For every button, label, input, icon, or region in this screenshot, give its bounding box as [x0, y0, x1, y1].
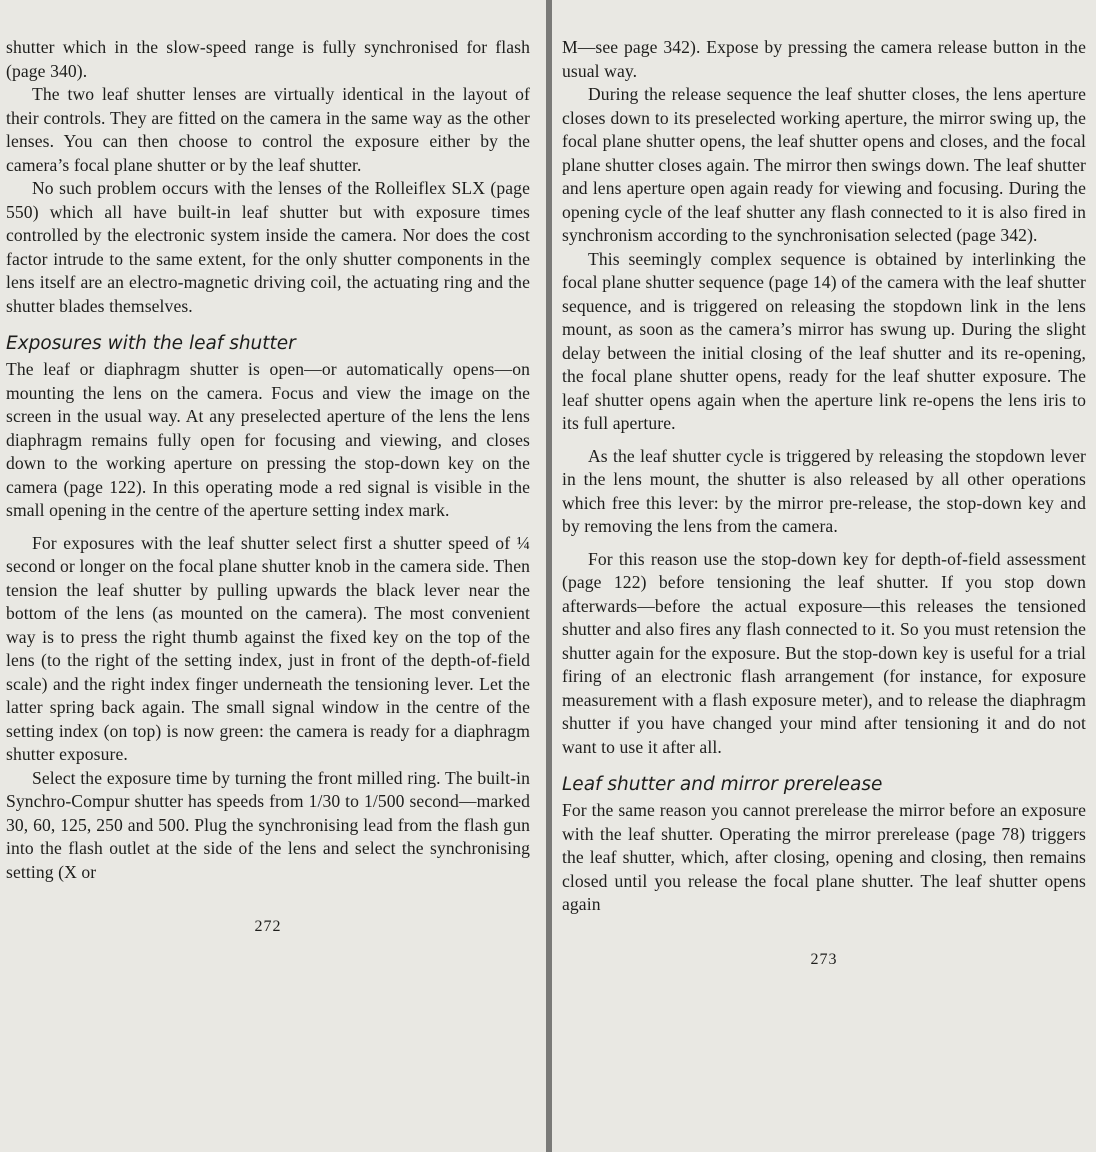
paragraph: For this reason use the stop-down key for depth-of-field assessment (page 122) before tensioning the leaf shutter. If you stop down afterwards—before the actual exposure—this releases the tensioned shutter and also fires any flash connected to it. So you must retension the shutter again for the exposure. But the stop-down key is useful for a trial firing of an electronic flash arrangement (for instance, for exposure measurement with a flash exposure meter), and to release the diaphragm shutter if you have changed your mind after tensioning it and do not want to use it after all.	[562, 548, 1086, 757]
paragraph: Select the exposure time by turning the front milled ring. The built-in Synchro-Compur shutter has speeds from 1/30 to 1/500 second—marked 30, 60, 125, 250 and 500. Plug the synchronising lead from the flash gun into the flash outlet at the side of the lens and select the synchronising setting (X or	[6, 767, 530, 882]
paragraph: shutter which in the slow-speed range is fully synchronised for flash (page 340).	[6, 37, 530, 81]
paragraph: For the same reason you cannot prerelease the mirror before an exposure with the leaf shutter. Operating the mirror prerelease (page 78) triggers the leaf shutter, which, after closing, opening and closing, then remains closed until you release the focal plane shutter. The leaf shutter opens again	[562, 800, 1086, 914]
paragraph: As the leaf shutter cycle is triggered by releasing the stopdown lever in the lens mount, the shutter is also released by all other operations which free this lever: by the mirror pre-release, the stop-down key and by removing the lens from the camera.	[562, 445, 1086, 536]
page-number: 272	[254, 918, 282, 935]
paragraph: The two leaf shutter lenses are virtually identical in the layout of their controls. They are fitted on the camera in the same way as the other lenses. You can then choose to control the exposure either by the camera’s focal plane shutter or by the leaf shutter.	[6, 84, 530, 175]
paragraph: M—see page 342). Expose by pressing the camera release button in the usual way.	[562, 37, 1086, 81]
right-page	[552, 0, 1096, 1152]
left-page	[0, 0, 546, 1152]
paragraph: During the release sequence the leaf shutter closes, the lens aperture closes down to its preselected working aperture, the mirror swing up, the focal plane shutter opens, the leaf shutter opens and closes, and the focal plane shutter closes again. The mirror then swings down. The leaf shutter and lens aperture open again ready for viewing and focusing. During the opening cycle of the leaf shutter any flash connected to it is also fired in synchronism according to the synchronisation selected (page 342).	[562, 84, 1086, 245]
paragraph: No such problem occurs with the lenses of the Rolleiflex SLX (page 550) which all have built-in leaf shutter but with exposure times controlled by the electronic system inside the camera. Nor does the cost factor intrude to the same extent, for the only shutter components in the lens itself are an electro-magnetic driving coil, the actuating ring and the shutter blades themselves.	[6, 178, 530, 316]
paragraph: For exposures with the leaf shutter select first a shutter speed of ¼ second or longer on the focal plane shutter knob in the camera side. Then tension the leaf shutter by pulling upwards the black lever near the bottom of the lens (as mounted on the camera). The most convenient way is to press the right thumb against the fixed key on the top of the lens (to the right of the setting index, just in front of the depth-of-field scale) and the right index finger underneath the tensioning lever. Let the latter spring back again. The small signal window in the centre of the setting index (on top) is now green: the camera is ready for a diaphragm shutter exposure.	[6, 532, 530, 764]
paragraph: The leaf or diaphragm shutter is open—or automatically opens—on mounting the lens on the camera. Focus and view the image on the screen in the usual way. At any preselected aperture of the lens the lens diaphragm remains fully open for focusing and viewing, and closes down to the working aperture on pressing the stop-down key on the camera (page 122). In this operating mode a red signal is visible in the small opening in the centre of the aperture setting index mark.	[6, 359, 530, 520]
page-number: 273	[810, 950, 838, 968]
section-heading: Exposures with the leaf shutter	[6, 333, 296, 354]
section-heading: Leaf shutter and mirror prerelease	[562, 774, 883, 795]
paragraph: This seemingly complex sequence is obtained by interlinking the focal plane shutter sequence (page 14) of the camera with the leaf shutter sequence, and is triggered on releasing the stopdown link in the lens mount, as soon as the camera’s mirror has swung up. During the slight delay between the initial closing of the leaf shutter and its re-opening, the focal plane shutter opens, ready for the leaf shutter exposure. The leaf shutter opens again when the aperture link re-opens the lens iris to its full aperture.	[562, 248, 1086, 433]
